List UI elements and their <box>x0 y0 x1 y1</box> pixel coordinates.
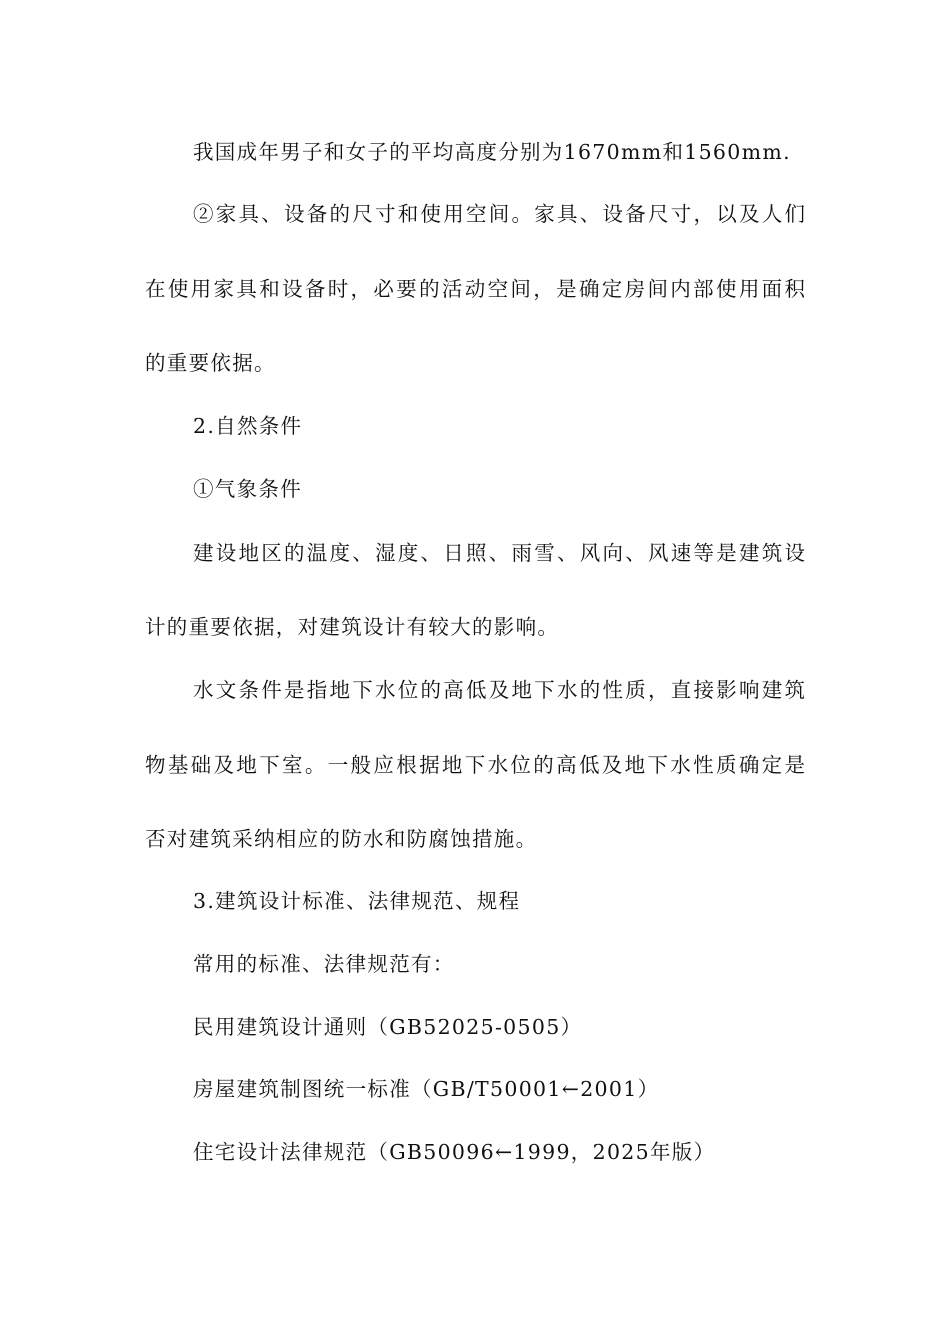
section-heading-natural-conditions: 2.自然条件 <box>193 414 303 438</box>
section-heading-standards: 3.建筑设计标准、法律规范、规程 <box>193 889 521 913</box>
standard-item-drawing: 房屋建筑制图统一标准（GB/T50001←2001） <box>193 1077 660 1101</box>
paragraph-line-waterproofing: 否对建筑采纳相应的防水和防腐蚀措施。 <box>145 827 538 851</box>
paragraph-line-average-height: 我国成年男子和女子的平均高度分别为1670mm和1560mm. <box>193 140 791 164</box>
standard-item-civil-building: 民用建筑设计通则（GB52025-0505） <box>193 1015 583 1039</box>
paragraph-line-climate-factors: 建设地区的温度、湿度、日照、雨雪、风向、风速等是建筑设 <box>193 541 805 565</box>
paragraph-line-hydrology: 水文条件是指地下水位的高低及地下水的性质，直接影响建筑 <box>193 678 805 702</box>
paragraph-line-activity-space: 在使用家具和设备时，必要的活动空间，是确定房间内部使用面积 <box>145 277 805 301</box>
paragraph-line-foundation: 物基础及地下室。一般应根据地下水位的高低及地下水性质确定是 <box>145 753 805 777</box>
paragraph-line-furniture-space: ②家具、设备的尺寸和使用空间。家具、设备尺寸，以及人们 <box>193 202 805 226</box>
standard-item-residential: 住宅设计法律规范（GB50096←1999，2025年版） <box>193 1140 716 1164</box>
subheading-climate-conditions: ①气象条件 <box>193 477 302 501</box>
paragraph-line-basis: 的重要依据。 <box>145 351 276 375</box>
standards-intro: 常用的标准、法律规范有： <box>193 952 455 976</box>
paragraph-line-climate-influence: 计的重要依据，对建筑设计有较大的影响。 <box>145 615 560 639</box>
